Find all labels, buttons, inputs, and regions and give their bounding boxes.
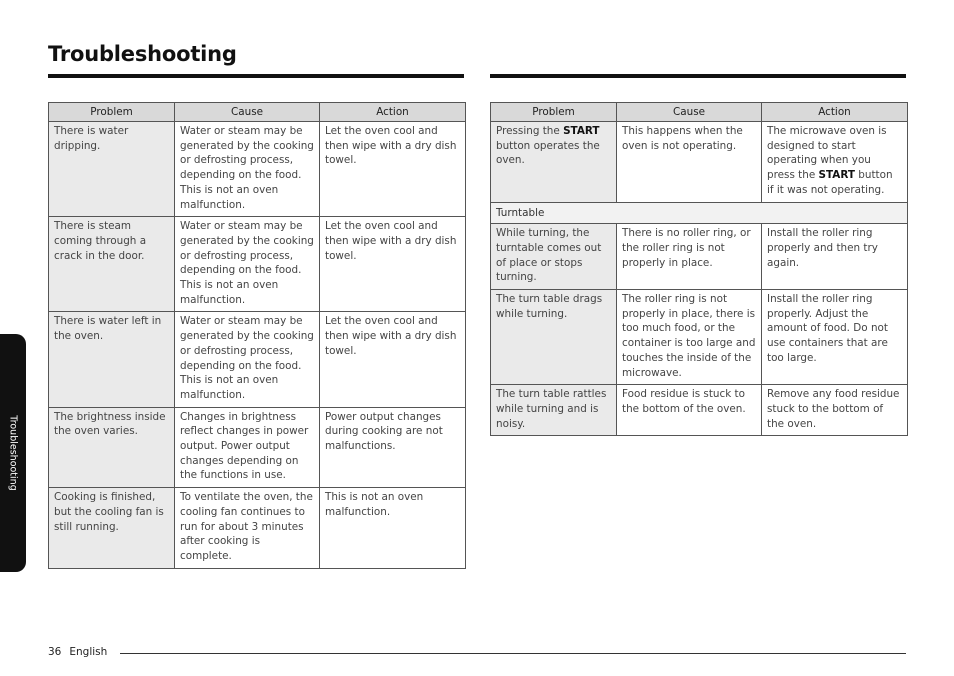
start-button-label: START [563,125,600,137]
table-header-row [491,103,908,122]
cause-cell: This happens when the oven is not operating. [617,122,762,203]
action-cell: Install the roller ring properly and then try again. [762,224,908,290]
header-action: Action [762,103,908,122]
table-row [491,290,908,385]
cause-cell: Water or steam may be generated by the cooking or defrosting process, depending on the food. This is not an oven malfunction. [175,122,320,217]
troubleshooting-table-right [490,102,908,436]
header-action: Action [320,103,466,122]
problem-cell: There is water dripping. [49,122,175,217]
title-rule-left [48,74,464,78]
action-cell: Let the oven cool and then wipe with a dry dish towel. [320,122,466,217]
action-cell [762,122,908,203]
cause-cell: To ventilate the oven, the cooling fan continues to run for about 3 minutes after cooking is complete. [175,488,320,569]
table-row [49,312,466,407]
action-cell: Let the oven cool and then wipe with a dry dish towel. [320,217,466,312]
section-side-tab [0,334,26,572]
footer-rule [120,653,906,654]
cause-cell: Changes in brightness reflect changes in power output. Power output changes depending on the functions in use. [175,407,320,488]
problem-cell: There is water left in the oven. [49,312,175,407]
table-row [49,488,466,569]
page-number: 36 [48,646,62,658]
section-title-turntable: Turntable [491,202,908,224]
table-row [49,217,466,312]
problem-text: Pressing the [496,125,564,137]
cause-cell: Food residue is stuck to the bottom of the oven. [617,385,762,436]
header-problem: Problem [491,103,617,122]
problem-cell: The turn table rattles while turning and is noisy. [491,385,617,436]
side-tab-label: Troubleshooting [7,415,19,491]
action-cell: Install the roller ring properly. Adjust the amount of food. Do not use containers that are too large. [762,290,908,385]
cause-cell: The roller ring is not properly in place, there is too much food, or the container is too large and touches the inside of the microwave. [617,290,762,385]
problem-cell [491,122,617,203]
table-row [491,224,908,290]
footer-language: English [69,646,108,658]
header-cause: Cause [617,103,762,122]
troubleshooting-table-left [48,102,466,569]
table-row [491,122,908,203]
action-cell: Remove any food residue stuck to the bottom of the oven. [762,385,908,436]
table-header-row [49,103,466,122]
problem-cell: The brightness inside the oven varies. [49,407,175,488]
action-cell: Power output changes during cooking are not malfunctions. [320,407,466,488]
problem-cell: There is steam coming through a crack in the door. [49,217,175,312]
action-cell: Let the oven cool and then wipe with a dry dish towel. [320,312,466,407]
page-footer [48,646,107,658]
header-problem: Problem [49,103,175,122]
section-row [491,202,908,224]
action-text: button if it was not operating. [767,169,893,196]
page-title: Troubleshooting [48,42,237,66]
table-row [49,122,466,217]
cause-cell: Water or steam may be generated by the cooking or defrosting process, depending on the food. This is not an oven malfunction. [175,217,320,312]
cause-cell: There is no roller ring, or the roller ring is not properly in place. [617,224,762,290]
cause-cell: Water or steam may be generated by the cooking or defrosting process, depending on the food. This is not an oven malfunction. [175,312,320,407]
action-text: The microwave oven is designed to start operating when you press the [767,125,887,182]
title-rule-right [490,74,906,78]
problem-cell: While turning, the turntable comes out of place or stops turning. [491,224,617,290]
start-button-label: START [818,169,855,182]
table-row [49,407,466,488]
table-row [491,385,908,436]
action-cell: This is not an oven malfunction. [320,488,466,569]
problem-text: button operates the oven. [496,139,600,167]
problem-cell: Cooking is finished, but the cooling fan is still running. [49,488,175,569]
problem-cell: The turn table drags while turning. [491,290,617,385]
header-cause: Cause [175,103,320,122]
